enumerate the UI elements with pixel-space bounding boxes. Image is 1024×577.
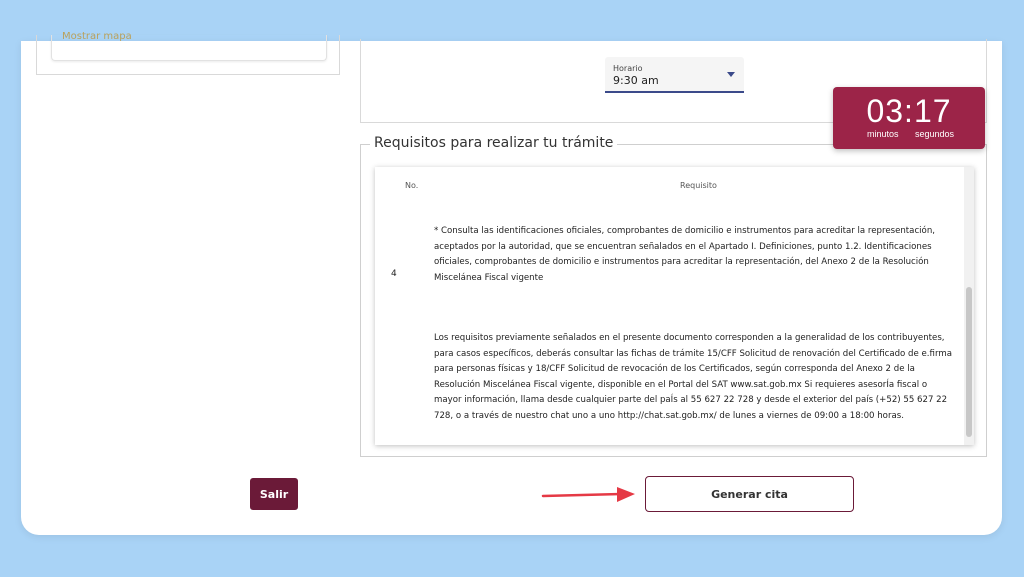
requirements-section [360, 135, 987, 457]
countdown-timer [833, 87, 985, 149]
exit-button[interactable]: Salir [250, 478, 298, 510]
scrollbar-track[interactable] [964, 167, 974, 445]
schedule-select-value: 9:30 am [613, 74, 659, 87]
requirement-text-identification: * Consulta las identificaciones oficiales, comprobantes de domicilio e instrumentos para acreditar la representación, aceptados por la autoridad, que se encuentran señalados en el Apartado I. Definiciones, punto 1.2. Identificaciones oficiales, comprobantes de domicilio e instrumentos para acreditar la representación, del Anexo 2 de la Resolución Miscelánea Fiscal vigente [434, 226, 935, 283]
row-number: 4 [391, 269, 397, 279]
column-header-requirement: Requisito [680, 181, 717, 190]
requirements-title: Requisitos para realizar tu trámite [370, 135, 617, 151]
chevron-down-icon[interactable] [727, 72, 735, 77]
left-panel [36, 31, 340, 75]
requirements-table [375, 167, 974, 445]
timer-minutes-label: minutos [867, 129, 899, 139]
timer-digits: 03:17 [866, 93, 952, 129]
schedule-select[interactable] [605, 57, 744, 93]
map-card [51, 31, 327, 61]
requirement-text-general: Los requisitos previamente señalados en el presente documento corresponden a la generalidad de los contribuyentes, para casos específicos, deberás consultar las fichas de trámite 15/CFF Solicitud de renovación del Certificado de e.firma para personas físicas y 18/CFF Solicitud de revocación de los Certificados, según corresponda del Anexo 2 de la Resolución Miscelánea Fiscal vigente, disponible en el Portal del SAT www.sat.gob.mx Si requieres asesorÍa fiscal o mayor información, llama desde cualquier parte del paÍs al 55 627 22 728 y desde el exterior del país (+52) 55 627 22 728, o a través de nuestro chat uno a uno http://chat.sat.gob.mx/ de lunes a viernes de 09:00 a 18:00 horas. [434, 333, 952, 421]
scrollbar-thumb[interactable] [966, 287, 972, 437]
schedule-select-label: Horario [613, 64, 643, 73]
timer-seconds-label: segundos [915, 129, 955, 139]
generate-appointment-button[interactable]: Generar cita [645, 476, 854, 512]
column-header-number: No. [405, 181, 419, 190]
arrow-right-icon [543, 485, 637, 505]
show-map-link[interactable]: Mostrar mapa [62, 31, 132, 42]
